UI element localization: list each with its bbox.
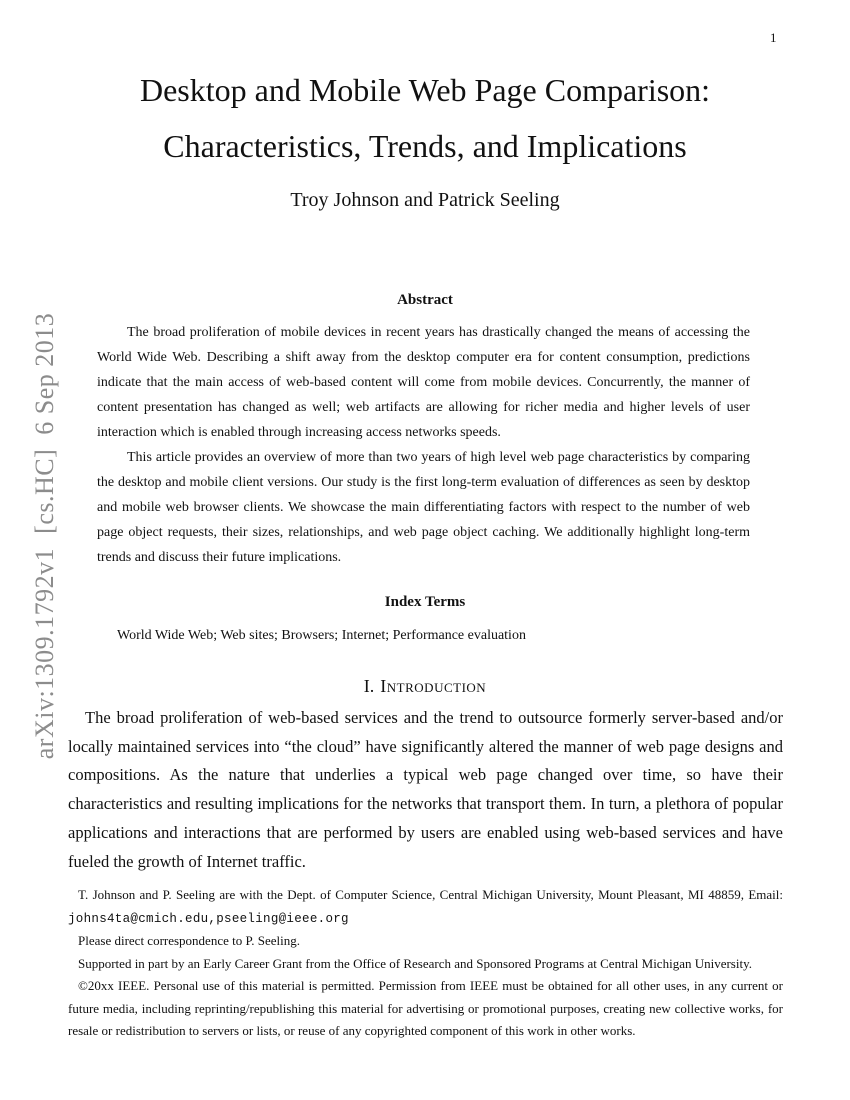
authors-line: Troy Johnson and Patrick Seeling [290,189,560,211]
section-title: Introduction [380,676,487,696]
abstract-paragraph-1: The broad proliferation of mobile devices in recent years has drastically changed the means of accessing the World Wide Web. Describing a shift away from the desktop computer era for content consumption, predictions indicate that the main access of web-based content will come from mobile devices. Concurrently, the manner of content presentation has changed as well; web artifacts are allowing for richer media and higher levels of user interaction which is enabled through increasing access networks speeds. [97,325,750,440]
abstract-body [97,320,750,570]
introduction-paragraph: The broad proliferation of web-based services and the trend to outsource formerly server-based and/or locally maintained services into “the cloud” have significantly altered the manner of web page designs and compositions. As the nature that underlies a typical web page changed over time, so have their characteristics and resulting implications for the networks that transport them. In turn, a plethora of popular applications and interactions that are performed by users are enabled using web-based services and have fueled the growth of Internet traffic. [68,708,783,871]
arxiv-watermark: arXiv:1309.1792v1 [cs.HC] 6 Sep 2013 [30,312,59,760]
footnotes-block [68,884,783,1043]
abstract-paragraph-2: This article provides an overview of more than two years of high level web page characteristics by comparing the desktop and mobile client versions. Our study is the first long-term evaluation of differences as seen by desktop and mobile web browser clients. We showcase the main differentiating factors with respect to the number of web page object requests, their sizes, relationships, and web page object caching. We additionally highlight long-term trends and discuss their future implications. [97,450,750,565]
title-line-2: Characteristics, Trends, and Implications [163,128,687,164]
page-number: 1 [770,30,777,45]
section-heading-introduction [0,674,850,698]
abstract-heading: Abstract [397,292,453,308]
index-terms-list: World Wide Web; Web sites; Browsers; Internet; Performance evaluation [117,628,526,643]
title-line-1: Desktop and Mobile Web Page Comparison: [139,72,711,108]
paper-title [0,62,850,174]
footnote-copyright: ©20xx IEEE. Personal use of this material is permitted. Permission from IEEE must be obtained for all other uses, in any current or future media, including reprinting/republishing this material for advertising or promotional purposes, creating new collective works, for resale or redistribution to servers or lists, or reuse of any copyrighted component of this work in other works. [68,978,783,1038]
index-terms-heading: Index Terms [384,594,466,610]
footnote-support: Supported in part by an Early Career Grant from the Office of Research and Sponsored Programs at Central Michigan University. [78,955,753,971]
email-text: johns4ta@cmich.edu,pseeling@ieee.org [68,911,349,926]
footnote-correspondence: Please direct correspondence to P. Seeling. [78,933,301,948]
footnote-affiliation [68,884,783,930]
affiliation-text: T. Johnson and P. Seeling are with the Dept. of Computer Science, Central Michigan University, Mount Pleasant, MI 48859, Email: [78,887,783,902]
section-number: I. [363,676,375,696]
